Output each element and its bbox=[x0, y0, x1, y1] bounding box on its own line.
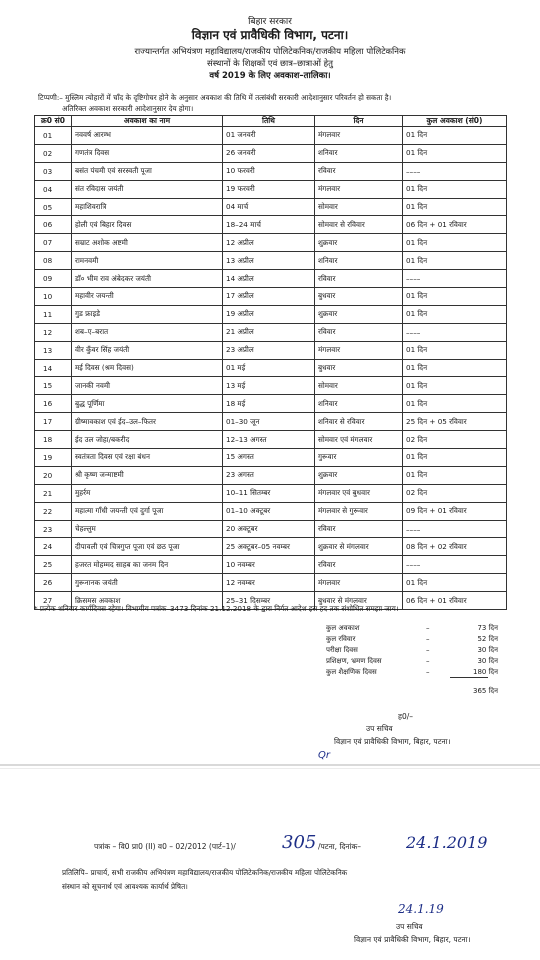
cell-total: –––– bbox=[403, 556, 507, 574]
col-header-day: दिन bbox=[315, 116, 403, 127]
table-row bbox=[35, 341, 507, 359]
cell-day: मंगलवार से गुरूवार bbox=[315, 502, 403, 520]
cell-holiday-name: होली एवं बिहार दिवस bbox=[72, 216, 223, 234]
cell-holiday-name: चेहल्लुम bbox=[72, 520, 223, 538]
cell-sn: 05 bbox=[35, 198, 72, 216]
cell-total: 01 दिन bbox=[403, 449, 507, 467]
cell-day: शुक्रवार bbox=[315, 466, 403, 484]
copy-line-1: प्रतिलिपि– प्राचार्य, सभी राजकीय अभियंत्रण महाविद्यालय/राजकीय पोलिटेकनिक/राजकीय महिला पोलिटेकनिक bbox=[62, 868, 348, 877]
cell-holiday-name: हजरत मोहम्मद साहब का जनम दिन bbox=[72, 556, 223, 574]
subject-line-1: राज्यान्तर्गत अभियंत्रण महाविद्यालय/राजकीय पोलिटेकनिक/राजकीय महिला पोलिटेकनिक bbox=[134, 47, 406, 57]
cell-total: 01 दिन bbox=[403, 305, 507, 323]
cell-holiday-name: डॉ० भीम राव अंबेदकर जयंती bbox=[72, 270, 223, 288]
signature-title: उप सचिव bbox=[366, 724, 393, 733]
reference-prefix: पत्रांक – वि0 प्रा0 (II) व0 – 02/2012 (पार्ट–1)/ bbox=[94, 842, 236, 851]
cell-date: 10–11 सितम्बर bbox=[223, 484, 315, 502]
cell-sn: 23 bbox=[35, 520, 72, 538]
summary-rule bbox=[450, 677, 488, 678]
cell-sn: 16 bbox=[35, 395, 72, 413]
cell-day: सोमवार bbox=[315, 377, 403, 395]
table-row bbox=[35, 359, 507, 377]
summary-label: परीक्षा दिवस bbox=[326, 646, 358, 654]
cell-holiday-name: गणतंत्र दिवस bbox=[72, 144, 223, 162]
cell-sn: 08 bbox=[35, 252, 72, 270]
table-row bbox=[35, 323, 507, 341]
summary-value: 30 दिन bbox=[477, 646, 498, 654]
table-row bbox=[35, 270, 507, 288]
cell-sn: 04 bbox=[35, 180, 72, 198]
table-row bbox=[35, 556, 507, 574]
cell-day: सोमवार bbox=[315, 198, 403, 216]
cell-sn: 06 bbox=[35, 216, 72, 234]
summary-dash: – bbox=[426, 635, 430, 643]
signature2-dept: विज्ञान एवं प्रावैधिकी विभाग, बिहार, पटना। bbox=[354, 935, 471, 944]
cell-sn: 10 bbox=[35, 288, 72, 306]
cell-holiday-name: संत रविदास जयंती bbox=[72, 180, 223, 198]
cell-total: 01 दिन bbox=[403, 180, 507, 198]
signed-mark: ह0/– bbox=[398, 712, 414, 721]
cell-total: –––– bbox=[403, 323, 507, 341]
cell-date: 12 अप्रील bbox=[223, 234, 315, 252]
cell-total: 06 दिन + 01 रविवार bbox=[403, 216, 507, 234]
summary-dash: – bbox=[426, 646, 430, 654]
cell-day: बुधवार से मंगलवार bbox=[315, 592, 403, 610]
table-row bbox=[35, 234, 507, 252]
cell-total: 01 दिन bbox=[403, 234, 507, 252]
signature2-title: उप सचिव bbox=[396, 922, 423, 931]
table-row bbox=[35, 144, 507, 162]
col-header-date: तिथि bbox=[223, 116, 315, 127]
table-row bbox=[35, 305, 507, 323]
cell-sn: 12 bbox=[35, 323, 72, 341]
cell-date: 13 अप्रील bbox=[223, 252, 315, 270]
cell-holiday-name: बुद्ध पूर्णिमा bbox=[72, 395, 223, 413]
cell-total: –––– bbox=[403, 162, 507, 180]
cell-total: 01 दिन bbox=[403, 395, 507, 413]
summary-value: 73 दिन bbox=[477, 624, 498, 632]
table-header-row bbox=[35, 116, 507, 127]
cell-sn: 27 bbox=[35, 592, 72, 610]
cell-day: मंगलवार bbox=[315, 127, 403, 145]
cell-sn: 21 bbox=[35, 484, 72, 502]
dept-header: विज्ञान एवं प्रावैधिकी विभाग, पटना। bbox=[191, 28, 349, 42]
cell-total: 01 दिन bbox=[403, 144, 507, 162]
cell-date: 25 अक्टूबर–05 नवम्बर bbox=[223, 538, 315, 556]
cell-date: 15 अगस्त bbox=[223, 449, 315, 467]
table-row bbox=[35, 288, 507, 306]
reference-number: 305 bbox=[282, 832, 317, 853]
cell-day: शनिवार से रविवार bbox=[315, 413, 403, 431]
table-row bbox=[35, 198, 507, 216]
summary-dash: – bbox=[426, 624, 430, 632]
cell-holiday-name: महावीर जयन्ती bbox=[72, 288, 223, 306]
document-title: वर्ष 2019 के लिए अवकाश–तालिका। bbox=[209, 71, 331, 81]
cell-date: 21 अप्रील bbox=[223, 323, 315, 341]
cell-sn: 24 bbox=[35, 538, 72, 556]
summary-value: 52 दिन bbox=[477, 635, 498, 643]
col-header-sn: क्र0 सं0 bbox=[35, 116, 72, 127]
cell-day: रविवार bbox=[315, 556, 403, 574]
cell-sn: 13 bbox=[35, 341, 72, 359]
cell-day: सोमवार से रविवार bbox=[315, 216, 403, 234]
cell-date: 12 नवम्बर bbox=[223, 574, 315, 592]
table-row bbox=[35, 466, 507, 484]
table-row bbox=[35, 127, 507, 145]
cell-holiday-name: नववर्ष आरम्भ bbox=[72, 127, 223, 145]
cell-total: 02 दिन bbox=[403, 484, 507, 502]
cell-date: 23 अगस्त bbox=[223, 466, 315, 484]
summary-label: कुल शैक्षणिक दिवस bbox=[326, 668, 377, 676]
cell-day: मंगलवार bbox=[315, 180, 403, 198]
subject-line-2: संस्थानों के शिक्षकों एवं छात्र–छात्राओं हेतु bbox=[207, 59, 333, 69]
cell-total: 01 दिन bbox=[403, 198, 507, 216]
cell-total: 01 दिन bbox=[403, 377, 507, 395]
cell-holiday-name: गुड फ्राइडे bbox=[72, 305, 223, 323]
cell-day: मंगलवार एवं बुधवार bbox=[315, 484, 403, 502]
cell-total: 25 दिन + 05 रविवार bbox=[403, 413, 507, 431]
cell-sn: 14 bbox=[35, 359, 72, 377]
cell-holiday-name: ग्रीष्मावकाश एवं ईद–उल–फितर bbox=[72, 413, 223, 431]
cell-date: 01–30 जून bbox=[223, 413, 315, 431]
cell-holiday-name: सम्राट अशोक अष्टमी bbox=[72, 234, 223, 252]
cell-total: 01 दिन bbox=[403, 574, 507, 592]
cell-sn: 09 bbox=[35, 270, 72, 288]
holiday-table bbox=[34, 115, 507, 610]
cell-sn: 18 bbox=[35, 431, 72, 449]
cell-sn: 22 bbox=[35, 502, 72, 520]
cell-day: रविवार bbox=[315, 520, 403, 538]
summary-value: 30 दिन bbox=[477, 657, 498, 665]
cell-day: शुक्रवार bbox=[315, 305, 403, 323]
table-row bbox=[35, 431, 507, 449]
table-row bbox=[35, 502, 507, 520]
cell-sn: 19 bbox=[35, 449, 72, 467]
table-row bbox=[35, 216, 507, 234]
col-header-total: कुल अवकाश (सं0) bbox=[403, 116, 507, 127]
cell-holiday-name: मई दिवस (श्रम दिवस) bbox=[72, 359, 223, 377]
table-row bbox=[35, 538, 507, 556]
cell-holiday-name: ईद उल जोहा/बकरीद bbox=[72, 431, 223, 449]
cell-holiday-name: महात्मा गाँधी जयन्ती एवं दुर्गा पूजा bbox=[72, 502, 223, 520]
cell-sn: 17 bbox=[35, 413, 72, 431]
cell-total: 01 दिन bbox=[403, 341, 507, 359]
table-row bbox=[35, 395, 507, 413]
cell-date: 12–13 अगस्त bbox=[223, 431, 315, 449]
cell-day: मंगलवार bbox=[315, 341, 403, 359]
cell-sn: 26 bbox=[35, 574, 72, 592]
summary-value: 180 दिन bbox=[472, 668, 498, 676]
cell-holiday-name: क्रिसमस अवकाश bbox=[72, 592, 223, 610]
table-row bbox=[35, 520, 507, 538]
cell-day: रविवार bbox=[315, 323, 403, 341]
cell-total: –––– bbox=[403, 520, 507, 538]
cell-holiday-name: बसंत पंचमी एवं सरस्वती पूजा bbox=[72, 162, 223, 180]
cell-sn: 15 bbox=[35, 377, 72, 395]
table-row bbox=[35, 180, 507, 198]
cell-date: 19 अप्रील bbox=[223, 305, 315, 323]
cell-date: 14 अप्रील bbox=[223, 270, 315, 288]
cell-date: 01–10 अक्टूबर bbox=[223, 502, 315, 520]
summary-dash: – bbox=[426, 657, 430, 665]
cell-total: 01 दिन bbox=[403, 288, 507, 306]
cell-date: 18 मई bbox=[223, 395, 315, 413]
cell-day: शनिवार bbox=[315, 144, 403, 162]
page-divider-shadow bbox=[0, 768, 540, 769]
gov-header: बिहार सरकार bbox=[248, 17, 292, 27]
cell-total: 01 दिन bbox=[403, 127, 507, 145]
cell-total: 02 दिन bbox=[403, 431, 507, 449]
cell-date: 19 फरवरी bbox=[223, 180, 315, 198]
cell-day: बुधवार bbox=[315, 359, 403, 377]
cell-day: सोमवार एवं मंगलवार bbox=[315, 431, 403, 449]
footer-note: * प्रत्येक शनिवार कार्यदिवस रहेगा। विभागीय पत्रांक–3473 दिनांक 21.12.2018 के द्वारा निर्गत आदेश इस हद तक संशोधित समझा जाय। bbox=[34, 604, 399, 613]
cell-day: शनिवार bbox=[315, 252, 403, 270]
cell-holiday-name: स्वतंत्रता दिवस एवं रक्षा बंधन bbox=[72, 449, 223, 467]
summary-dash: – bbox=[426, 668, 430, 676]
cell-sn: 03 bbox=[35, 162, 72, 180]
reference-line bbox=[94, 842, 236, 852]
cell-date: 26 जनवरी bbox=[223, 144, 315, 162]
cell-holiday-name: वीर कुँवर सिंह जयंती bbox=[72, 341, 223, 359]
table-row bbox=[35, 413, 507, 431]
cell-date: 17 अप्रील bbox=[223, 288, 315, 306]
note-line-1: टिप्पणी:– मुस्लिम त्योहारों में चाँद के दृष्टिगोचर होने के अनुसार अवकाश की तिथि में तत्संबंधी सरकारी आदेशानुसार परिवर्तन हो सकता है। bbox=[38, 93, 392, 102]
cell-day: मंगलवार bbox=[315, 574, 403, 592]
summary-label: प्रशिक्षण, भ्रमण दिवस bbox=[326, 657, 382, 665]
cell-holiday-name: महाशिवरात्रि bbox=[72, 198, 223, 216]
cell-total: –––– bbox=[403, 270, 507, 288]
summary-label: कुल अवकाश bbox=[326, 624, 360, 632]
cell-date: 23 अप्रील bbox=[223, 341, 315, 359]
cell-total: 01 दिन bbox=[403, 466, 507, 484]
cell-holiday-name: दीपावली एवं चित्रगुप्त पूजा एवं छठ पूजा bbox=[72, 538, 223, 556]
cell-day: गुरूवार bbox=[315, 449, 403, 467]
cell-day: बुधवार bbox=[315, 288, 403, 306]
cell-day: शुक्रवार bbox=[315, 234, 403, 252]
cell-total: 08 दिन + 02 रविवार bbox=[403, 538, 507, 556]
cell-day: रविवार bbox=[315, 162, 403, 180]
cell-sn: 07 bbox=[35, 234, 72, 252]
cell-holiday-name: जानकी नवमी bbox=[72, 377, 223, 395]
cell-holiday-name: शब–ए–बरात bbox=[72, 323, 223, 341]
cell-total: 09 दिन + 01 रविवार bbox=[403, 502, 507, 520]
handwritten-signature: 24.1.19 bbox=[398, 902, 444, 916]
summary-label: कुल रविवार bbox=[326, 635, 356, 643]
cell-date: 13 मई bbox=[223, 377, 315, 395]
cell-date: 18–24 मार्च bbox=[223, 216, 315, 234]
cell-date: 01 जनवरी bbox=[223, 127, 315, 145]
cell-sn: 02 bbox=[35, 144, 72, 162]
cell-sn: 20 bbox=[35, 466, 72, 484]
reference-mid: /पटना, दिनांक– bbox=[318, 842, 361, 851]
cell-date: 10 नवम्बर bbox=[223, 556, 315, 574]
cell-sn: 25 bbox=[35, 556, 72, 574]
cell-total: 01 दिन bbox=[403, 359, 507, 377]
cell-total: 06 दिन + 01 रविवार bbox=[403, 592, 507, 610]
col-header-name: अवकाश का नाम bbox=[72, 116, 223, 127]
cell-date: 25–31 दिसम्बर bbox=[223, 592, 315, 610]
table-row bbox=[35, 574, 507, 592]
signature-dept: विज्ञान एवं प्रावैधिकी विभाग, बिहार, पटना। bbox=[334, 737, 451, 746]
cell-date: 10 फरवरी bbox=[223, 162, 315, 180]
cell-date: 04 मार्च bbox=[223, 198, 315, 216]
note-line-2: अतिरिक्त अवकाश सरकारी आदेशानुसार देय होगा। bbox=[62, 104, 194, 113]
reference-date: 24.1.2019 bbox=[406, 833, 488, 852]
table-row bbox=[35, 377, 507, 395]
table-row bbox=[35, 484, 507, 502]
cell-date: 20 अक्टूबर bbox=[223, 520, 315, 538]
cell-sn: 01 bbox=[35, 127, 72, 145]
table-row bbox=[35, 252, 507, 270]
cell-total: 01 दिन bbox=[403, 252, 507, 270]
page-divider bbox=[0, 764, 540, 766]
cell-date: 01 मई bbox=[223, 359, 315, 377]
cell-holiday-name: मुहर्रम bbox=[72, 484, 223, 502]
cell-holiday-name: रामनवमी bbox=[72, 252, 223, 270]
cell-holiday-name: गुरूनानक जयंती bbox=[72, 574, 223, 592]
cell-day: शुक्रवार से मंगलवार bbox=[315, 538, 403, 556]
document-page: बिहार सरकार विज्ञान एवं प्रावैधिकी विभाग, पटना। राज्यान्तर्गत अभियंत्रण महाविद्यालय/राजकीय पोलिटेकनिक/राजकीय महिला पोलिटेकनिक संस्थानों के शिक्षकों एवं छात्र–छात्राओं हेतु वर्ष 2019 के लिए अवकाश–तालिका। टिप्पणी:– मुस्लिम त्योहारों में चाँद के दृष्टिगोचर होने के अनुसार अवकाश की तिथि में तत्संबंधी सरकारी आदेशानुसार परिवर्तन हो सकता है। अतिरिक्त अवकाश सरकारी आदेशानुसार देय होगा। क्र0 सं0 अवकाश का नाम तिथि दिन कुल अवकाश (सं0) 01 नववर्ष आरम्भ 01 जनवरी मंगलवार 01 दिन 02 गणतंत्र दिवस 26 जनवरी शनिवार 01 दिन 03 बसंत पंचमी एवं सरस्वती पूजा 10 फरवरी रविवार –––– 04 संत रविदास जयंती 19 फरवरी मंगलवार 01 दिन 05 महाशिवरात्रि 04 मार्च सोमवार 01 दिन 06 होली एवं बिहार दिवस 18–24 मार्च सोमवार से रविवार 06 दिन + 01 रविवार 07 सम्राट अशोक अष्टमी 12 अप्रील शुक्रवार 01 दिन 08 रामनवमी 13 अप्रील शनिवार 01 दिन 09 डॉ० भीम राव अंबेदकर जयंती 14 अप्रील रविवार –––– 10 महावीर जयन्ती 17 अप्रील बुधवार 01 दिन 11 गुड फ्राइडे 19 अप्रील शुक्रवार 01 दिन 12 शब–ए–बरात 21 अप्रील रविवार –––– 13 वीर कुँवर सिंह जयंती 23 अप्रील मंगलवार 01 दिन 14 मई दिवस (श्रम दिवस) 01 मई बुधवार 01 दिन 15 जानकी नवमी 13 मई सोमवार 01 दिन 16 बुद्ध पूर्णिमा 18 मई शनिवार 01 दिन 17 ग्रीष्मावकाश एवं ईद–उल–फितर 01–30 जून शनिवार से रविवार 25 दिन + 05 रविवार 18 ईद उल जोहा/बकरीद 12–13 अगस्त सोमवार एवं मंगलवार 02 दिन 19 स्वतंत्रता दिवस एवं रक्षा बंधन 15 अगस्त गुरूवार 01 दिन 20 श्री कृष्ण जन्माष्टमी 23 अगस्त शुक्रवार 01 दिन 21 मुहर्रम 10–11 सितम्बर मंगलवार एवं बुधवार 02 दिन 22 महात्मा गाँधी जयन्ती एवं दुर्गा पूजा 01–10 अक्टूबर मंगलवार से गुरूवार 09 दिन + 01 रविवार 23 चेहल्लुम 20 अक्टूबर रविवार –––– 24 दीपावली एवं चित्रगुप्त पूजा एवं छठ पूजा 25 अक्टूबर–05 नवम्बर शुक्रवार से मंगलवार 08 दिन + 02 रविवार 25 हजरत मोहम्मद साहब का जनम दिन 10 नवम्बर रविवार –––– 26 गुरूनानक जयंती 12 नवम्बर मंगलवार 01 दिन 27 क्रिसमस अवकाश 25–31 दिसम्बर बुधवार से मंगलवार 06 दिन + 01 रविवार * प्रत्येक शनिवार कार्यदिवस रहेगा। विभागीय पत्रांक–3473 दिनांक 21.12.2018 के द्वारा निर्गत आदेश इस हद तक संशोधित समझा जाय। कुल अवकाश – 73 दिन कुल रविवार – 52 दिन परीक्षा दिवस – 30 दिन प्रशिक्षण, भ्रमण दिवस – 30 दिन कुल शैक्षणिक दिवस – 180 दिन 365 दिन ह0/– उप सचिव Qr विज्ञान एवं प्रावैधिकी विभाग, बिहार, पटना। पत्रांक – वि0 प्रा0 (II) व0 – 02/2012 (पार्ट–1)/ 305 /पटना, दिनांक– 24.1.2019 प्रतिलिपि– प्राचार्य, सभी राजकीय अभियंत्रण महाविद्यालय/राजकीय पोलिटेकनिक/राजकीय महिला पोलिटेकनिक संस्थान को सूचनार्थ एवं आवश्यक कार्यार्थ प्रेषित। 24.1.19 उप सचिव विज्ञान एवं प्रावैधिकी विभाग, बिहार, पटना। bbox=[0, 0, 540, 960]
copy-line-2: संस्थान को सूचनार्थ एवं आवश्यक कार्यार्थ प्रेषित। bbox=[62, 882, 188, 891]
cell-day: रविवार bbox=[315, 270, 403, 288]
handwritten-initial: Qr bbox=[318, 750, 330, 761]
table-row bbox=[35, 449, 507, 467]
cell-day: शनिवार bbox=[315, 395, 403, 413]
table-row bbox=[35, 162, 507, 180]
cell-sn: 11 bbox=[35, 305, 72, 323]
cell-holiday-name: श्री कृष्ण जन्माष्टमी bbox=[72, 466, 223, 484]
